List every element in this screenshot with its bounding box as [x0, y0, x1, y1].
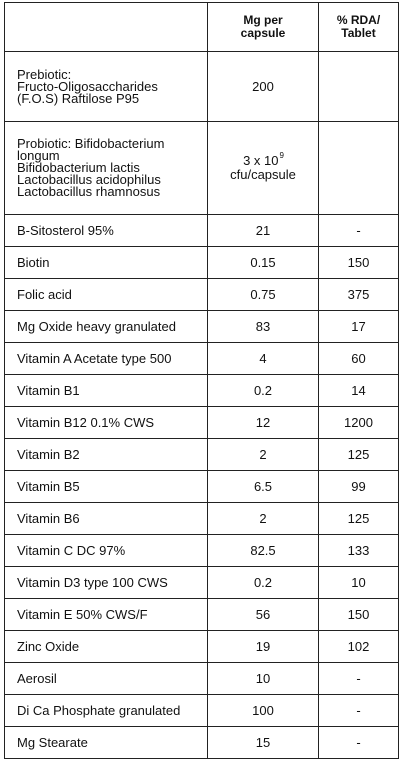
ingredient-name: Vitamin D3 type 100 CWS	[5, 567, 208, 599]
mg-per-capsule	[208, 122, 319, 215]
rda-per-tablet: 10	[319, 567, 399, 599]
ingredient-name: Vitamin B1	[5, 375, 208, 407]
rda-per-tablet	[319, 52, 399, 122]
cfu-amount: 3 x 10	[243, 153, 279, 168]
mg-per-capsule: 19	[208, 631, 319, 663]
name-line: Lactobacillus acidophilus	[17, 172, 161, 187]
rda-per-tablet: 125	[319, 439, 399, 471]
mg-per-capsule: 2	[208, 439, 319, 471]
table-row-prebiotic	[5, 52, 399, 122]
header-rda-line2: Tablet	[341, 26, 376, 40]
ingredients-table	[4, 2, 399, 759]
table-header-row	[5, 3, 399, 52]
table-row	[5, 503, 399, 535]
mg-per-capsule: 10	[208, 663, 319, 695]
cfu-unit: cfu/capsule	[230, 167, 296, 182]
mg-per-capsule: 15	[208, 727, 319, 759]
rda-per-tablet: 375	[319, 279, 399, 311]
table-row	[5, 407, 399, 439]
header-rda-line1: % RDA/	[336, 13, 381, 27]
table-row	[5, 535, 399, 567]
table-row	[5, 695, 399, 727]
mg-per-capsule: 0.2	[208, 567, 319, 599]
name-line: (F.O.S) Raftilose P95	[17, 90, 140, 106]
rda-per-tablet: -	[319, 215, 399, 247]
rda-per-tablet: 125	[319, 503, 399, 535]
table-row	[5, 567, 399, 599]
header-mg-line1: Mg per	[243, 13, 283, 27]
ingredient-name: Vitamin B12 0.1% CWS	[5, 407, 208, 439]
header-rda-per-tablet	[319, 3, 399, 52]
ingredient-name: Mg Stearate	[5, 727, 208, 759]
mg-per-capsule: 2	[208, 503, 319, 535]
ingredient-name: Zinc Oxide	[5, 631, 208, 663]
ingredient-name: Vitamin A Acetate type 500	[5, 343, 208, 375]
table-row	[5, 663, 399, 695]
rda-per-tablet: -	[319, 727, 399, 759]
ingredient-name: Aerosil	[5, 663, 208, 695]
table-row	[5, 247, 399, 279]
header-mg-line2: capsule	[240, 26, 286, 40]
mg-per-capsule: 100	[208, 695, 319, 727]
table-row-probiotic	[5, 122, 399, 215]
mg-per-capsule: 0.15	[208, 247, 319, 279]
cfu-exponent: 9	[279, 151, 284, 160]
ingredient-name: Vitamin B2	[5, 439, 208, 471]
mg-per-capsule: 200	[208, 52, 319, 122]
mg-per-capsule: 83	[208, 311, 319, 343]
rda-per-tablet: -	[319, 663, 399, 695]
name-line: longum	[17, 148, 60, 163]
rda-per-tablet: 14	[319, 375, 399, 407]
mg-per-capsule: 4	[208, 343, 319, 375]
rda-per-tablet: -	[319, 695, 399, 727]
table-row	[5, 343, 399, 375]
ingredient-name	[5, 122, 208, 215]
ingredient-name: B-Sitosterol 95%	[5, 215, 208, 247]
table-row	[5, 471, 399, 503]
mg-per-capsule: 12	[208, 407, 319, 439]
rda-per-tablet: 1200	[319, 407, 399, 439]
ingredient-name	[5, 52, 208, 122]
table-row	[5, 311, 399, 343]
rda-per-tablet: 150	[319, 599, 399, 631]
rda-per-tablet	[319, 122, 399, 215]
ingredient-name: Di Ca Phosphate granulated	[5, 695, 208, 727]
table-row	[5, 631, 399, 663]
table-row	[5, 439, 399, 471]
name-line: Prebiotic:	[17, 66, 72, 82]
ingredient-name: Vitamin B6	[5, 503, 208, 535]
table-row	[5, 215, 399, 247]
rda-per-tablet: 60	[319, 343, 399, 375]
mg-per-capsule: 0.75	[208, 279, 319, 311]
name-line: Bifidobacterium lactis	[17, 160, 140, 175]
mg-per-capsule: 56	[208, 599, 319, 631]
name-line: Lactobacillus rhamnosus	[17, 184, 161, 199]
ingredients-table-container	[4, 2, 399, 759]
header-ingredient	[5, 3, 208, 52]
rda-per-tablet: 102	[319, 631, 399, 663]
mg-per-capsule: 6.5	[208, 471, 319, 503]
header-mg-per-capsule	[208, 3, 319, 52]
mg-per-capsule: 21	[208, 215, 319, 247]
ingredient-name: Mg Oxide heavy granulated	[5, 311, 208, 343]
table-row	[5, 375, 399, 407]
ingredient-name: Vitamin E 50% CWS/F	[5, 599, 208, 631]
ingredient-name: Folic acid	[5, 279, 208, 311]
rda-per-tablet: 99	[319, 471, 399, 503]
table-row	[5, 727, 399, 759]
rda-per-tablet: 133	[319, 535, 399, 567]
ingredient-name: Vitamin B5	[5, 471, 208, 503]
table-row	[5, 599, 399, 631]
table-row	[5, 279, 399, 311]
ingredient-name: Biotin	[5, 247, 208, 279]
name-line: Probiotic: Bifidobacterium	[17, 136, 165, 151]
mg-per-capsule: 0.2	[208, 375, 319, 407]
mg-per-capsule: 82.5	[208, 535, 319, 567]
rda-per-tablet: 150	[319, 247, 399, 279]
ingredient-name: Vitamin C DC 97%	[5, 535, 208, 567]
rda-per-tablet: 17	[319, 311, 399, 343]
name-line: Fructo-Oligosaccharides	[17, 78, 158, 94]
